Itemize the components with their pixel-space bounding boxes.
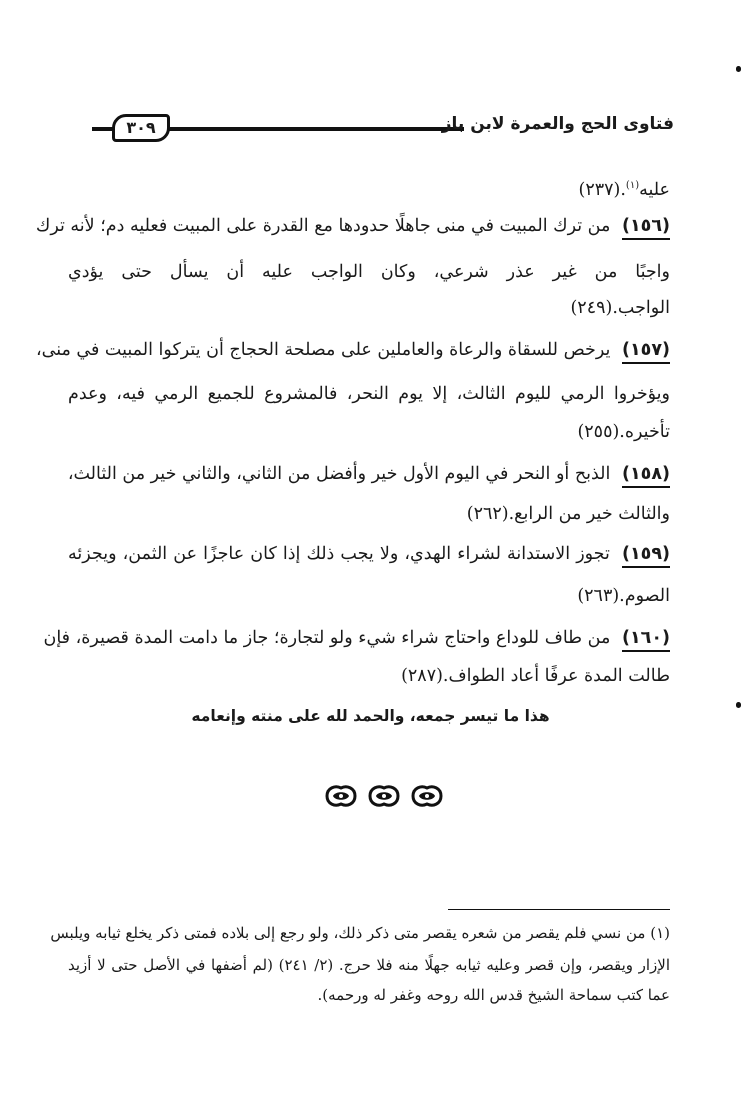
section-ornaments — [323, 782, 445, 812]
continued-text: عليه$^{(١)}$.(٢٣٧) — [578, 179, 670, 200]
footnote-line-3: عما كتب سماحة الشيخ قدس الله روحه وغفر له ورحمه). — [317, 986, 670, 1004]
footnote-line-2: الإزار ويقصر، وإن قصر وعليه ثيابه جهلًا منه فلا حرج. (٢/ ٢٤١) (لم أضفها في الأصل حتى لا أزيد — [68, 956, 670, 974]
header-rule — [168, 127, 464, 131]
fatwa-158-line-1 — [68, 454, 670, 494]
fatwa-159-line-1 — [68, 534, 670, 574]
fatwa-157-line-1 — [35, 330, 670, 370]
footnote-line-1: (١) من نسي فلم يقصر من شعره يقصر متى ذكر ذلك، ولو رجع إلى بلاده فمتى ذكر يخلع ثيابه ويلبس — [50, 924, 670, 942]
footnote-marker: (١) — [625, 180, 640, 191]
fatwa-number: (١٥٧) — [622, 338, 670, 364]
fatwa-number: (١٦٠) — [622, 626, 670, 652]
fatwa-156-line-2: واجبًا من غير عذر شرعي، وكان الواجب عليه أن يسأل حتى يؤدي — [68, 262, 670, 282]
running-title: فتاوى الحج والعمرة لابن باز — [441, 114, 674, 134]
fatwa-number: (١٥٩) — [622, 542, 670, 568]
ornament-icon — [323, 782, 359, 810]
footnote-separator — [448, 909, 670, 910]
fatwa-text: الذبح أو النحر في اليوم الأول خير وأفضل من الثاني، والثاني خير من الثالث، — [67, 464, 611, 484]
ornament-icon — [366, 782, 402, 810]
fatwa-160-line-1 — [43, 618, 670, 658]
closing-statement: هذا ما تيسر جمعه، والحمد لله على منته وإنعامه — [191, 707, 550, 725]
fatwa-160-line-2: طالت المدة عرفًا أعاد الطواف.(٢٨٧) — [401, 666, 670, 686]
fatwa-156-line-3: الواجب.(٢٤٩) — [570, 298, 670, 318]
fatwa-number: (١٥٦) — [622, 214, 670, 240]
fatwa-156-line-1 — [35, 206, 670, 246]
fatwa-number: (١٥٨) — [622, 462, 670, 488]
fatwa-text: من طاف للوداع واحتاج شراء شيء ولو لتجارة؛ جاز ما دامت المدة قصيرة، فإن — [43, 628, 611, 648]
fatwa-text: تجوز الاستدانة لشراء الهدي، ولا يجب ذلك إذا كان عاجزًا عن الثمن، ويجزئه — [68, 544, 610, 564]
page-number: ٣٠٩ — [112, 114, 170, 142]
fatwa-text: يرخص للسقاة والرعاة والعاملين على مصلحة الحجاج أن يتركوا المبيت في منى، — [35, 340, 611, 360]
scan-mark — [736, 66, 741, 72]
ornament-icon — [409, 782, 445, 810]
page-header — [92, 112, 674, 146]
scan-mark — [736, 702, 741, 708]
fatwa-157-line-3: تأخيره.(٢٥٥) — [577, 422, 670, 442]
fatwa-158-line-2: والثالث خير من الرابع.(٢٦٢) — [466, 504, 670, 524]
fatwa-157-line-2: ويؤخروا الرمي لليوم الثالث، إلا يوم النحر، فالمشروع للجميع الرمي فيه، وعدم — [68, 384, 670, 404]
fatwa-text: من ترك المبيت في منى جاهلًا حدودها مع القدرة على المبيت فعليه دم؛ لأنه ترك — [35, 216, 611, 236]
fatwa-159-line-2: الصوم.(٢٦٣) — [577, 586, 670, 606]
continued-line — [68, 166, 670, 206]
